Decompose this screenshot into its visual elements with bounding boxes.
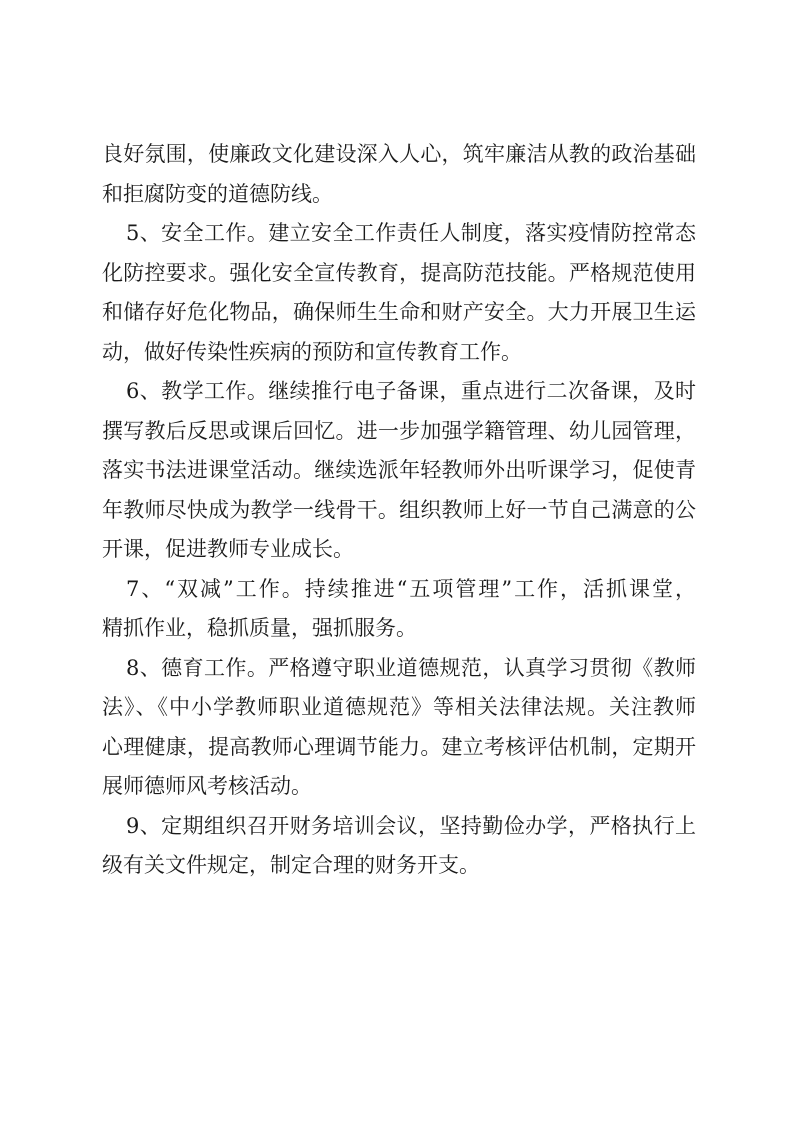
paragraph-continuation	[102, 135, 696, 214]
text-line: 5、安全工作。建立安全工作责任人制度，落实疫情防控常态	[126, 221, 696, 245]
text-line: 良好氛围，使廉政文化建设深入人心，筑牢廉洁从教的政治基础	[102, 142, 696, 166]
text-line: 和拒腐防变的道德防线。	[102, 181, 333, 206]
text-line: 落实书法进课堂活动。继续选派年轻教师外出听课学习，促使青	[102, 458, 696, 482]
text-line: 和储存好危化物品，确保师生生命和财产安全。大力开展卫生运	[102, 300, 696, 324]
text-line: 心理健康，提高教师心理调节能力。建立考核评估机制，定期开	[102, 734, 696, 759]
paragraph-item-8	[102, 649, 696, 807]
text-line: 7、“双减”工作。持续推进“五项管理”工作，活抓课堂，	[126, 576, 696, 601]
paragraph-item-7	[102, 570, 696, 649]
document-body	[102, 135, 696, 886]
text-line: 级有关文件规定，制定合理的财务开支。	[102, 853, 480, 877]
paragraph-item-6	[102, 372, 696, 570]
text-line: 8、德育工作。严格遵守职业道德规范，认真学习贯彻《教师	[126, 655, 696, 680]
text-line: 撰写教后反思或课后回忆。进一步加强学籍管理、幼儿园管理，	[102, 418, 696, 443]
text-line: 动，做好传染性疾病的预防和宣传教育工作。	[102, 339, 522, 364]
text-line: 开课，促进教师专业成长。	[102, 537, 354, 561]
text-line: 展师德师风考核活动。	[102, 774, 312, 798]
text-line: 6、教学工作。继续推行电子备课，重点进行二次备课，及时	[126, 379, 696, 403]
paragraph-item-5	[102, 214, 696, 372]
text-line: 9、定期组织召开财务培训会议，坚持勤俭办学，严格执行上	[126, 813, 696, 838]
paragraph-item-9	[102, 807, 696, 886]
text-line: 年教师尽快成为教学一线骨干。组织教师上好一节自己满意的公	[102, 497, 696, 522]
text-line: 化防控要求。强化安全宣传教育，提高防范技能。严格规范使用	[102, 260, 696, 285]
text-line: 精抓作业，稳抓质量，强抓服务。	[102, 616, 417, 640]
text-line: 法》、《中小学教师职业道德规范》等相关法律法规。关注教师	[102, 695, 696, 719]
